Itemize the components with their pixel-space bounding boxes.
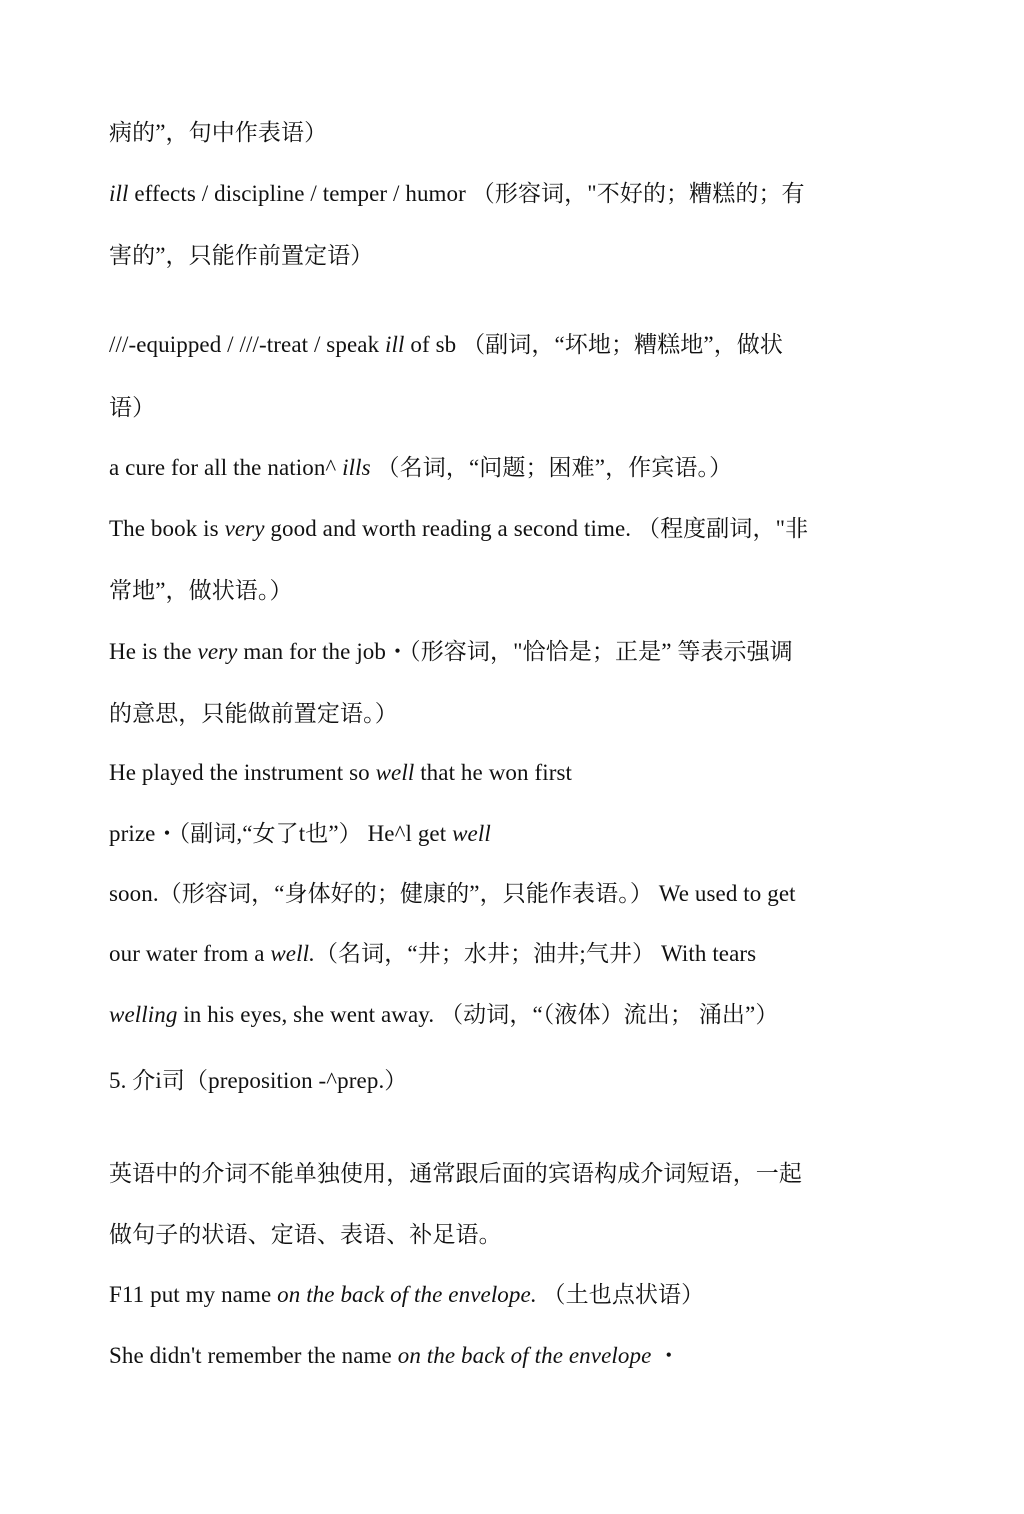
italic-term: on the back of the envelope. xyxy=(277,1282,537,1307)
text-run: 病的”，句中作表语） xyxy=(109,120,328,145)
text-line xyxy=(109,576,293,606)
text-run: ・ xyxy=(651,1343,681,1368)
text-line xyxy=(109,1159,802,1189)
text-run: He played the instrument so xyxy=(109,760,376,785)
text-run: good and worth reading a second time. （程度副词，"非 xyxy=(264,516,809,541)
italic-term: very xyxy=(197,639,238,664)
text-line xyxy=(109,1000,778,1030)
text-run: 语） xyxy=(109,395,156,420)
text-run: 做句子的状语、定语、表语、补足语。 xyxy=(109,1222,502,1247)
italic-term: very xyxy=(224,516,265,541)
text-line xyxy=(109,453,732,483)
text-line xyxy=(109,179,805,209)
text-run: a cure for all the nation^ xyxy=(109,455,343,480)
text-line xyxy=(109,819,491,849)
text-run: 英语中的介词不能单独使用，通常跟后面的宾语构成介词短语，一起 xyxy=(109,1161,802,1186)
text-run: ///-equipped / ///-treat / speak xyxy=(109,332,386,357)
section-heading xyxy=(109,1066,407,1096)
text-run: 常地”，做状语。） xyxy=(109,578,293,603)
italic-term: welling xyxy=(109,1002,178,1027)
text-line xyxy=(109,939,756,969)
text-run: （名词，“问题；困难”，作宾语。） xyxy=(370,455,733,480)
italic-term: well xyxy=(375,760,415,785)
text-line xyxy=(109,1220,502,1250)
text-run: man for the job・（形容词，"恰恰是；正是” 等表示强调 xyxy=(237,639,793,664)
text-run: of sb （副词，“坏地；糟糕地”，做状 xyxy=(404,332,783,357)
text-run: 5. 介i司（preposition -^prep.） xyxy=(109,1068,408,1093)
text-run: The book is xyxy=(109,516,225,541)
text-run: our water from a xyxy=(109,941,271,966)
italic-term: on the back of the envelope xyxy=(397,1343,652,1368)
text-line xyxy=(109,118,327,148)
text-line xyxy=(109,1341,680,1371)
text-line xyxy=(109,393,155,423)
text-run: 害的”，只能作前置定语） xyxy=(109,243,374,268)
italic-term: ill xyxy=(109,181,129,206)
text-run: （土也点状语） xyxy=(536,1282,705,1307)
italic-term: ills xyxy=(342,455,371,480)
text-run: He is the xyxy=(109,639,198,664)
text-line xyxy=(109,1280,704,1310)
text-line xyxy=(109,241,373,271)
italic-term: ill xyxy=(385,332,405,357)
text-run: prize・（副词,“女了t也”） He^l get xyxy=(109,821,453,846)
text-line xyxy=(109,699,398,729)
text-line xyxy=(109,330,783,360)
text-run: that he won first xyxy=(414,760,573,785)
text-run: F11 put my name xyxy=(109,1282,278,1307)
text-line xyxy=(109,637,793,667)
italic-term: well. xyxy=(270,941,315,966)
text-run: 的意思，只能做前置定语。） xyxy=(109,701,398,726)
text-run: soon.（形容词，“身体好的；健康的”，只能作表语。） We used to get xyxy=(109,881,796,906)
text-run: in his eyes, she went away. （动词，“（液体）流出； 涌出”） xyxy=(177,1002,779,1027)
text-run: She didn't remember the name xyxy=(109,1343,398,1368)
text-line xyxy=(109,879,796,909)
text-line xyxy=(109,514,808,544)
text-line xyxy=(109,758,572,788)
italic-term: well xyxy=(452,821,491,846)
text-run: effects / discipline / temper / humor （形容词，"不好的；糟糕的；有 xyxy=(128,181,805,206)
text-run: （名词，“井；水井；油井;气井） With tears xyxy=(314,941,757,966)
